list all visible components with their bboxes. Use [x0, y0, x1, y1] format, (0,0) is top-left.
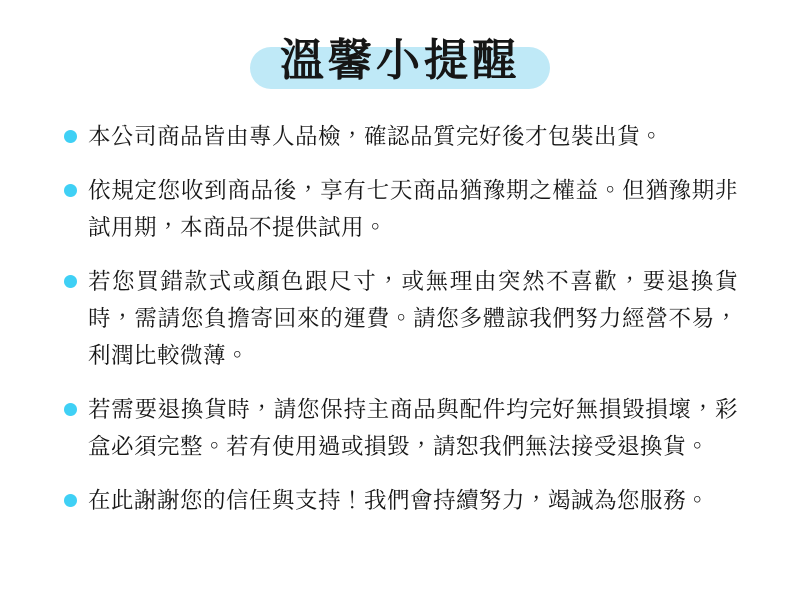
list-item	[64, 263, 738, 374]
bullet-icon	[64, 130, 77, 143]
list-item	[64, 172, 738, 246]
bullet-icon	[64, 494, 77, 507]
list-item-text: 本公司商品皆由專人品檢，確認品質完好後才包裝出貨。	[88, 124, 664, 149]
bullet-icon	[64, 275, 77, 288]
bullet-icon	[64, 184, 77, 197]
list-item	[64, 118, 738, 155]
list-item-text: 若您買錯款式或顏色跟尺寸，或無理由突然不喜歡，要退換貨時，需請您負擔寄回來的運費。請您多體諒我們努力經營不易，利潤比較微薄。	[88, 269, 738, 368]
notice-list	[0, 118, 800, 519]
list-item-text: 若需要退換貨時，請您保持主商品與配件均完好無損毀損壞，彩盒必須完整。若有使用過或損毀，請恕我們無法接受退換貨。	[88, 397, 738, 459]
bullet-icon	[64, 403, 77, 416]
list-item	[64, 391, 738, 465]
page-title-container	[0, 0, 800, 118]
page-title: 溫馨小提醒	[280, 36, 520, 85]
list-item	[64, 482, 738, 519]
title-block	[250, 21, 550, 97]
list-item-text: 在此謝謝您的信任與支持！我們會持續努力，竭誠為您服務。	[88, 488, 710, 513]
list-item-text: 依規定您收到商品後，享有七天商品猶豫期之權益。但猶豫期非試用期，本商品不提供試用。	[88, 178, 738, 240]
